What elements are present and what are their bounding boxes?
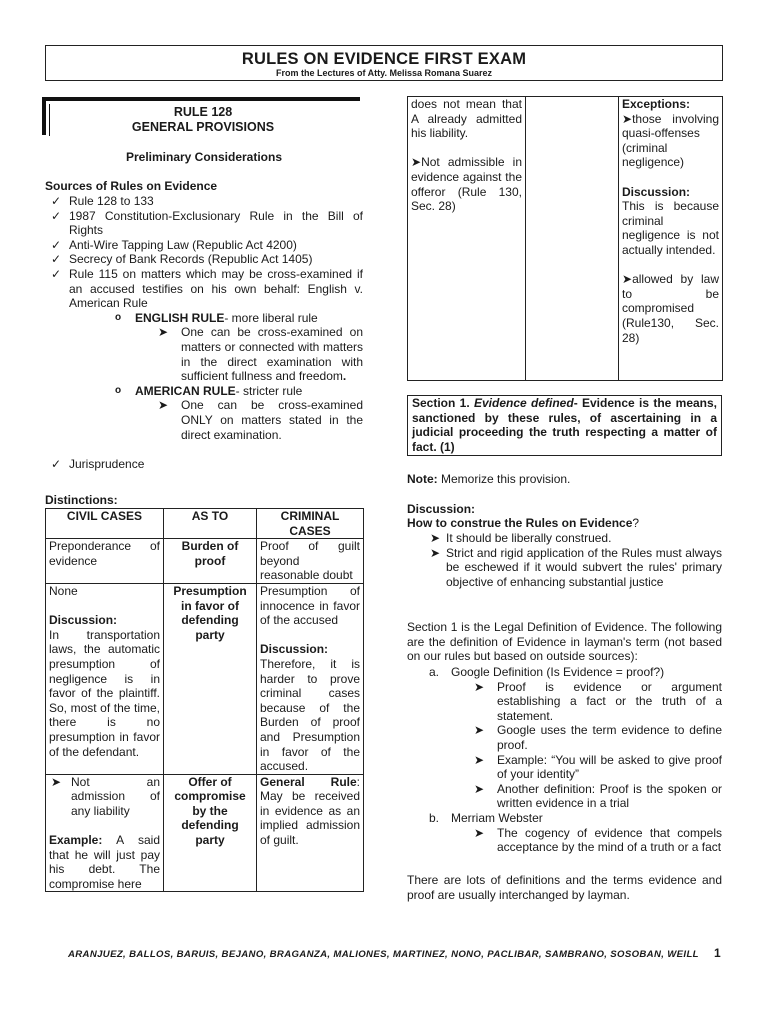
list-item: ➤ Google uses the term evidence to define proof. xyxy=(474,723,722,752)
arrow-bullet-icon: ➤ xyxy=(474,781,485,796)
arrow-bullet-icon: ➤ xyxy=(622,272,633,287)
footer-authors: ARANJUEZ, BALLOS, BARUIS, BEJANO, BRAGANZA, MALIONES, MARTINEZ, NONO, PACLIBAR, SAMBRANO, SOSOBAN, WEILL xyxy=(68,949,699,960)
cell-civil: Preponderance of evidence xyxy=(46,539,164,584)
sources-list xyxy=(45,194,363,471)
preliminary-heading: Preliminary Considerations xyxy=(125,150,283,164)
checkmark-icon: ✓ xyxy=(50,252,62,267)
header-criminal-cases: CRIMINAL CASES xyxy=(257,509,364,539)
checkmark-icon: ✓ xyxy=(50,237,62,252)
arrow-bullet-icon: ➤ xyxy=(158,325,169,340)
checkmark-icon: ✓ xyxy=(50,208,62,223)
rule-number: RULE 128 xyxy=(173,105,233,119)
list-item: a. Google Definition (Is Evidence = proof?) xyxy=(429,665,665,679)
list-item: ➤ Proof is evidence or argument establishing a fact or the truth of a statement. xyxy=(474,679,722,723)
table-row xyxy=(46,583,364,774)
cell-as-to: Offer of compromise by the defending party xyxy=(164,774,257,892)
arrow-bullet-icon: ➤ xyxy=(622,111,633,126)
arrow-bullet-icon: ➤ xyxy=(430,545,441,560)
arrow-bullet-icon: ➤ xyxy=(474,723,485,738)
cell-civil: does not mean that A already admitted his liability. ➤Not admissible in evidence against the offeror (Rule 130, Sec. 28) xyxy=(408,97,526,381)
table-row xyxy=(46,774,364,892)
construe-points xyxy=(430,531,722,589)
list-item: ✓ Rule 128 to 133 xyxy=(50,194,154,208)
bullet-o-icon: o xyxy=(115,384,122,396)
cell-as-to: Burden of proof xyxy=(164,539,257,584)
cell-civil: ➤ Not an admission of any liability Example: A said that he will just pay his debt. The compromise here xyxy=(46,774,164,892)
american-rule-item: o AMERICAN RULE- stricter rule xyxy=(115,383,303,398)
checkmark-icon: ✓ xyxy=(50,456,62,471)
arrow-bullet-icon: ➤ xyxy=(411,155,422,170)
cell-criminal: Presumption of innocence in favor of the accused Discussion: Therefore, it is harder to prove criminal cases because of the Burden of proof and Presumption in favor of the accused. xyxy=(257,583,364,774)
title-box xyxy=(45,45,723,81)
distinctions-table xyxy=(45,508,364,892)
arrow-bullet-icon: ➤ xyxy=(474,679,485,694)
english-rule-point: ➤ One can be cross-examined on matters or connected with matters in the direct examination with sufficient fullness and freedom. xyxy=(158,325,363,384)
table-header-row xyxy=(46,509,364,539)
header-as-to: AS TO xyxy=(164,509,257,539)
list-item: ✓ Anti-Wire Tapping Law (Republic Act 4200) xyxy=(50,237,297,252)
document-subtitle: From the Lectures of Atty. Melissa Romana Suarez xyxy=(275,68,493,78)
english-rule-item: o ENGLISH RULE- more liberal rule xyxy=(115,310,318,325)
closing-paragraph: There are lots of definitions and the terms evidence and proof are usually interchanged by layman. xyxy=(407,873,722,902)
page-number: 1 xyxy=(714,946,721,960)
list-item: ✓ 1987 Constitution-Exclusionary Rule in the Bill of Rights xyxy=(50,208,363,238)
list-item: ✓ Rule 115 on matters which may be cross-examined if an accused testifies on his own behalf: English v. American Rule xyxy=(50,266,363,311)
header-civil-cases: CIVIL CASES xyxy=(46,509,164,539)
arrow-bullet-icon: ➤ xyxy=(51,774,62,789)
cell-criminal: General Rule: May be received in evidence as an implied admission of guilt. xyxy=(257,774,364,892)
document-title: RULES ON EVIDENCE FIRST EXAM xyxy=(241,50,527,68)
rule-heading xyxy=(42,97,360,135)
table-row xyxy=(46,539,364,584)
cell-as-to: Presumption in favor of defending party xyxy=(164,583,257,774)
discussion-heading: Discussion: xyxy=(407,502,476,516)
distinctions-heading: Distinctions: xyxy=(45,493,118,507)
arrow-bullet-icon: ➤ xyxy=(474,752,485,767)
bullet-o-icon: o xyxy=(115,311,122,323)
cell-civil: None Discussion: In transportation laws, the automatic presumption of negligence is in favor of the plaintiff. So, most of the time, there is no presumption in favor of the defendant. xyxy=(46,583,164,774)
arrow-bullet-icon: ➤ xyxy=(474,825,485,840)
checkmark-icon: ✓ xyxy=(50,266,62,281)
construe-question: How to construe the Rules on Evidence? xyxy=(407,516,640,530)
definitions-list xyxy=(407,665,722,855)
list-item: ➤ Strict and rigid application of the Rules must always be eschewed if it would subvert the rules' primary objective of enhancing substantial justice xyxy=(430,545,722,589)
arrow-bullet-icon: ➤ xyxy=(158,398,169,413)
list-item: ➤ Example: “You will be asked to give proof of your identity” xyxy=(474,752,722,782)
note: Note: Memorize this provision. xyxy=(407,472,571,486)
continuation-table xyxy=(407,96,723,381)
definition-paragraph: Section 1 is the Legal Definition of Evidence. The following are the definition of Evidence in layman's term (not based on our rules but based on outside sources): xyxy=(407,620,722,664)
cell-criminal: Exceptions: ➤those involving quasi-offenses (criminal negligence) Discussion: This is because criminal negligence is not actually intended. ➤allowed by law to be compromised (Rule130, Sec. 28) xyxy=(619,97,723,381)
section-1-box: Section 1. Evidence defined- Evidence is the means, sanctioned by these rules, of ascertaining in a judicial proceeding the truth respecting a matter of fact. (1) xyxy=(407,395,722,456)
arrow-bullet-icon: ➤ xyxy=(430,531,441,545)
cell-as-to xyxy=(526,97,619,381)
checkmark-icon: ✓ xyxy=(50,194,62,208)
list-item: ✓ Secrecy of Bank Records (Republic Act 1405) xyxy=(50,252,313,267)
cell-criminal: Proof of guilt beyond reasonable doubt xyxy=(257,539,364,584)
american-rule-point: ➤ One can be cross-examined ONLY on matters stated in the direct examination. xyxy=(158,398,363,442)
list-item: ➤ Another definition: Proof is the spoken or written evidence in a trial xyxy=(474,781,722,811)
table-row xyxy=(408,97,723,381)
list-item: ✓ Jurisprudence xyxy=(50,456,145,471)
sources-heading: Sources of Rules on Evidence xyxy=(45,179,218,193)
list-item: ➤ The cogency of evidence that compels acceptance by the mind of a truth or a fact xyxy=(474,825,722,855)
list-item: ➤ It should be liberally construed. xyxy=(430,531,612,545)
rule-title: GENERAL PROVISIONS xyxy=(131,120,275,134)
list-item: b. Merriam Webster xyxy=(429,810,543,825)
